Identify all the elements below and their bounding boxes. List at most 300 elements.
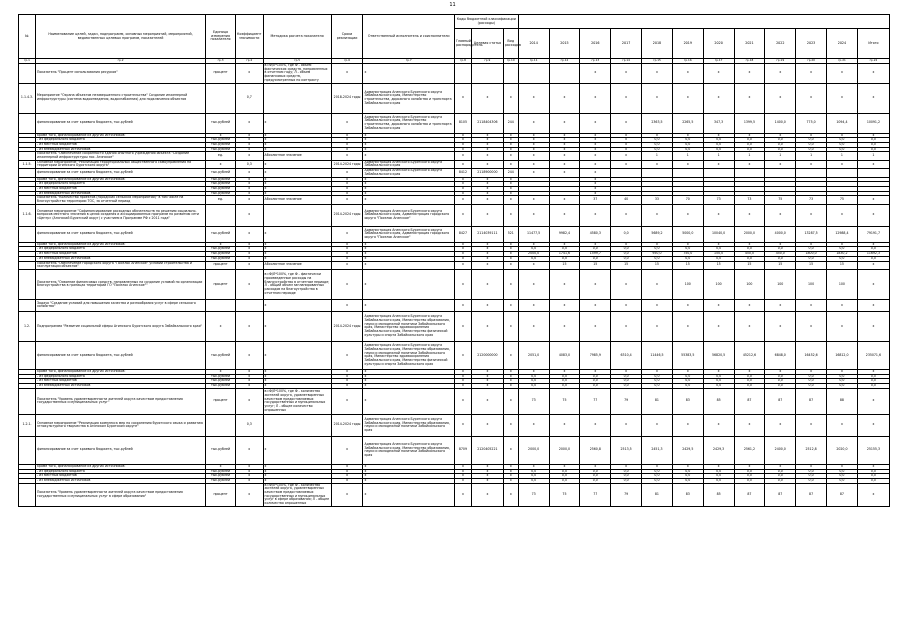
row-year-value: 0,0 bbox=[765, 147, 796, 152]
row-total: 0,0 bbox=[857, 478, 889, 483]
row-year-value: х bbox=[580, 113, 611, 133]
row-year-value: х bbox=[734, 160, 765, 168]
row-year-value: х bbox=[580, 464, 611, 469]
row-responsible: Администрация Агинского Бурятского округа Забайкальского края bbox=[363, 169, 454, 177]
row-year-value bbox=[765, 169, 796, 177]
row-unit: ед. bbox=[206, 152, 236, 160]
row-coefficient: 0,7 bbox=[235, 83, 263, 113]
row-total: 0,0 bbox=[857, 384, 889, 389]
row-method: х bbox=[263, 299, 331, 311]
row-year-value: 0,0 bbox=[734, 138, 765, 143]
row-name: Показатель "Освоение финансовых средств, направленных на создание условий по организации благоустройства в границах территории ГО "Поселок Агинское"" bbox=[36, 269, 206, 299]
row-responsible: Администрация Агинского Бурятского округа Забайкальского края, Администрация городского округа "Поселок Агинское" bbox=[363, 204, 454, 226]
row-year-value: 0,0 bbox=[734, 247, 765, 252]
row-year-value: х bbox=[580, 177, 611, 182]
row-unit: тыс.рублей bbox=[206, 256, 236, 261]
row-year-value: х bbox=[734, 369, 765, 374]
row-coefficient: х bbox=[235, 269, 263, 299]
column-number: гр.6 bbox=[331, 59, 363, 64]
row-total: 0,0 bbox=[857, 138, 889, 143]
row-year-value: х bbox=[734, 204, 765, 226]
row-unit: х bbox=[206, 133, 236, 138]
row-year-value: х bbox=[734, 83, 765, 113]
row-year-value: 0,0 bbox=[703, 379, 734, 384]
table-row bbox=[19, 261, 890, 269]
row-year-value: 0,0 bbox=[703, 142, 734, 147]
row-year-value: х bbox=[518, 169, 549, 177]
column-number: гр.19 bbox=[765, 59, 796, 64]
row-year-value: х bbox=[611, 133, 642, 138]
row-year-value: х bbox=[765, 133, 796, 138]
row-year-value bbox=[734, 169, 765, 177]
row-year-value: 0,0 bbox=[518, 384, 549, 389]
row-year-value: х bbox=[518, 261, 549, 269]
row-period: 2014-2024 годы bbox=[331, 414, 363, 436]
row-year-value: 70 bbox=[672, 196, 703, 204]
row-year-value: х bbox=[518, 152, 549, 160]
row-year-value: х bbox=[642, 242, 673, 247]
row-year-value: 0,0 bbox=[765, 374, 796, 379]
row-year-value: х bbox=[518, 311, 549, 341]
row-gr: х bbox=[454, 469, 471, 474]
row-name: - из внебюджетных источников bbox=[36, 256, 206, 261]
row-year-value: х bbox=[549, 269, 580, 299]
row-period: х bbox=[331, 374, 363, 379]
row-vr: х bbox=[503, 464, 518, 469]
row-year-value: х bbox=[642, 311, 673, 341]
row-gr: х bbox=[454, 133, 471, 138]
row-year-value: 83 bbox=[672, 388, 703, 414]
row-vr: х bbox=[503, 83, 518, 113]
row-year-value: х bbox=[642, 464, 673, 469]
row-method: х bbox=[263, 191, 331, 196]
row-year-value: х bbox=[611, 64, 642, 84]
row-year-value: 15 bbox=[672, 261, 703, 269]
row-year-value: х bbox=[796, 204, 827, 226]
row-year-value: 15 bbox=[734, 261, 765, 269]
row-method: в=Ф/Л*100%, где Ф - количество жителей округа, удовлетворенных качеством предоставляемых государственных и муниципальных услуг в сфере образования; Л - общее количество опрошенных bbox=[263, 483, 331, 506]
row-year-value: 15 bbox=[827, 261, 858, 269]
row-year-value: 0,0 bbox=[518, 478, 549, 483]
row-period: х bbox=[331, 242, 363, 247]
row-method: х bbox=[263, 384, 331, 389]
row-period: х bbox=[331, 186, 363, 191]
row-method: х bbox=[263, 138, 331, 143]
row-year-value: 77 bbox=[580, 483, 611, 506]
row-year-value: х bbox=[611, 464, 642, 469]
table-row bbox=[19, 160, 890, 168]
table-row bbox=[19, 113, 890, 133]
row-total: х bbox=[857, 160, 889, 168]
table-row bbox=[19, 388, 890, 414]
row-year-value: 0,0 bbox=[827, 478, 858, 483]
row-coefficient: х bbox=[235, 64, 263, 84]
row-total: х bbox=[857, 242, 889, 247]
row-vr: х bbox=[503, 469, 518, 474]
row-year-value: 1830,2 bbox=[827, 252, 858, 257]
row-year-value: 0,0 bbox=[796, 247, 827, 252]
row-year-value: х bbox=[549, 133, 580, 138]
row-year-value: 0,0 bbox=[765, 142, 796, 147]
row-unit: процент bbox=[206, 261, 236, 269]
row-name: Показатель "Количество проектов (городских сельских мероприятий)" в том числе на благоустройство территории ТОС, за отчетный период bbox=[36, 196, 206, 204]
row-year-value: х bbox=[734, 464, 765, 469]
row-year-value: 0,0 bbox=[734, 379, 765, 384]
row-number: 1.2. bbox=[19, 311, 36, 341]
column-number: гр.15 bbox=[642, 59, 673, 64]
row-coefficient: х bbox=[235, 133, 263, 138]
row-method: х bbox=[263, 379, 331, 384]
row-unit: ед. bbox=[206, 196, 236, 204]
row-total: 0,0 bbox=[857, 256, 889, 261]
row-coefficient: х bbox=[235, 469, 263, 474]
row-year-value: 1599,7 bbox=[580, 252, 611, 257]
row-year-value: 0,0 bbox=[580, 384, 611, 389]
row-year-value: 15 bbox=[549, 261, 580, 269]
table-body bbox=[19, 64, 890, 507]
row-cs: х bbox=[471, 133, 503, 138]
row-gr: х bbox=[454, 299, 471, 311]
row-gr: х bbox=[454, 152, 471, 160]
row-year-value: 81 bbox=[642, 483, 673, 506]
row-coefficient: х bbox=[235, 242, 263, 247]
row-cs: х bbox=[471, 269, 503, 299]
row-method: х bbox=[263, 478, 331, 483]
row-unit: тыс.рублей bbox=[206, 169, 236, 177]
row-year-value: 1 bbox=[703, 152, 734, 160]
row-name: - из внебюджетных источников bbox=[36, 384, 206, 389]
header-gr: Главный распорядитель bbox=[454, 29, 471, 59]
row-unit: х bbox=[206, 160, 236, 168]
row-year-value: х bbox=[611, 147, 642, 152]
row-coefficient: х bbox=[235, 152, 263, 160]
row-name: Основное мероприятие "Реализация территориальных общественного самоуправления на территории Агинского Бурятского округа" bbox=[36, 160, 206, 168]
row-unit: тыс.рублей bbox=[206, 113, 236, 133]
row-responsible: х bbox=[363, 379, 454, 384]
row-coefficient: х bbox=[235, 369, 263, 374]
row-vr: х bbox=[503, 142, 518, 147]
row-year-value: х bbox=[580, 169, 611, 177]
row-cs: х bbox=[471, 147, 503, 152]
row-gr: х bbox=[454, 474, 471, 479]
row-gr: 8412 bbox=[454, 169, 471, 177]
row-cs: х bbox=[471, 483, 503, 506]
row-year-value: 83 bbox=[672, 483, 703, 506]
row-total bbox=[857, 169, 889, 177]
column-number: гр.22 bbox=[857, 59, 889, 64]
row-total: 0,0 bbox=[857, 374, 889, 379]
row-vr: х bbox=[503, 374, 518, 379]
row-year-value: х bbox=[580, 269, 611, 299]
row-name: - из местных бюджетов bbox=[36, 142, 206, 147]
row-responsible: х bbox=[363, 261, 454, 269]
row-year-value: 0,0 bbox=[549, 247, 580, 252]
row-year-value: 15 bbox=[580, 261, 611, 269]
row-responsible: х bbox=[363, 142, 454, 147]
row-period: х bbox=[331, 252, 363, 257]
column-number: гр.20 bbox=[796, 59, 827, 64]
row-year-value: х bbox=[549, 160, 580, 168]
row-year-value: 37 bbox=[580, 196, 611, 204]
row-responsible: Администрация Агинского Бурятского округа Забайкальского края, Администрация городского округа "Поселок Агинское" bbox=[363, 226, 454, 242]
row-total: х bbox=[857, 299, 889, 311]
row-cs: х bbox=[471, 252, 503, 257]
row-year-value: х bbox=[518, 113, 549, 133]
row-year-value: 0,0 bbox=[611, 247, 642, 252]
row-unit bbox=[206, 83, 236, 113]
row-gr: х bbox=[454, 369, 471, 374]
row-period: х bbox=[331, 436, 363, 464]
row-method bbox=[263, 83, 331, 113]
row-year-value: 0,0 bbox=[672, 247, 703, 252]
row-name: финансирование за счет краевого бюджета, тыс.рублей bbox=[36, 436, 206, 464]
row-year-value: х bbox=[611, 113, 642, 133]
row-cs: х bbox=[471, 261, 503, 269]
row-number: 1.1.5. bbox=[19, 160, 36, 168]
table-row bbox=[19, 83, 890, 113]
header-coef: Коэффициент значимости bbox=[235, 15, 263, 59]
row-gr: х bbox=[454, 204, 471, 226]
row-year-value: 775,0 bbox=[796, 113, 827, 133]
row-year-value: 0,0 bbox=[734, 147, 765, 152]
row-year-value: х bbox=[827, 242, 858, 247]
row-year-value: 13287,5 bbox=[796, 226, 827, 242]
row-number bbox=[19, 483, 36, 506]
row-method: х bbox=[263, 133, 331, 138]
row-vr: х bbox=[503, 247, 518, 252]
row-number bbox=[19, 152, 36, 160]
row-vr: х bbox=[503, 242, 518, 247]
row-name: - из федерального бюджета bbox=[36, 247, 206, 252]
row-method bbox=[263, 204, 331, 226]
row-year-value: х bbox=[765, 299, 796, 311]
row-vr: х bbox=[503, 414, 518, 436]
row-unit: тыс.рублей bbox=[206, 247, 236, 252]
row-year-value bbox=[827, 169, 858, 177]
row-year-value: х bbox=[703, 414, 734, 436]
row-year-value: х bbox=[518, 242, 549, 247]
row-method: в=Ф/Л*100%, где Ф - фактически произведенные расходы на благоустройство в отчетном периоде; Л - общий объем запланированных расходов на благоустройство в отчетном периоде bbox=[263, 269, 331, 299]
row-total: х bbox=[857, 261, 889, 269]
row-year-value: х bbox=[672, 83, 703, 113]
row-year-value: 100 bbox=[765, 269, 796, 299]
row-year-value: х bbox=[703, 369, 734, 374]
row-vr: х bbox=[503, 177, 518, 182]
row-year-value: 0,0 bbox=[765, 384, 796, 389]
row-method: х bbox=[263, 182, 331, 187]
row-year-value: 2429,3 bbox=[703, 436, 734, 464]
row-vr: х bbox=[503, 341, 518, 369]
row-gr: х bbox=[454, 196, 471, 204]
row-year-value: 0,0 bbox=[549, 384, 580, 389]
row-coefficient: х bbox=[235, 311, 263, 341]
header-method: Методика расчета показателя bbox=[263, 15, 331, 59]
row-year-value: 0,0 bbox=[796, 147, 827, 152]
row-year-value: х bbox=[549, 113, 580, 133]
row-year-value: 15 bbox=[765, 261, 796, 269]
row-number bbox=[19, 299, 36, 311]
row-method: х bbox=[263, 113, 331, 133]
row-responsible: х bbox=[363, 242, 454, 247]
row-number bbox=[19, 169, 36, 177]
row-year-value: х bbox=[796, 311, 827, 341]
row-responsible: х bbox=[363, 191, 454, 196]
row-year-value: 0,0 bbox=[672, 142, 703, 147]
row-total: х bbox=[857, 196, 889, 204]
row-year-value: 0,0 bbox=[734, 384, 765, 389]
row-total: х bbox=[857, 369, 889, 374]
row-unit: тыс.рублей bbox=[206, 226, 236, 242]
row-gr: х bbox=[454, 242, 471, 247]
row-year-value: х bbox=[796, 464, 827, 469]
row-year-value: х bbox=[549, 152, 580, 160]
row-year-value: х bbox=[580, 414, 611, 436]
row-responsible: х bbox=[363, 138, 454, 143]
column-number: гр.9 bbox=[471, 59, 503, 64]
row-year-value: х bbox=[765, 369, 796, 374]
row-method: х bbox=[263, 169, 331, 177]
row-cs: х bbox=[471, 299, 503, 311]
row-gr: х bbox=[454, 142, 471, 147]
row-year-value: 0,0 bbox=[703, 478, 734, 483]
row-year-value: 0,0 bbox=[765, 474, 796, 479]
row-coefficient: х bbox=[235, 186, 263, 191]
row-year-value: х bbox=[672, 311, 703, 341]
row-year-value: х bbox=[642, 133, 673, 138]
row-year-value: 1 bbox=[765, 152, 796, 160]
row-vr: х bbox=[503, 147, 518, 152]
row-year-value: х bbox=[703, 160, 734, 168]
header-unit: Единица измерения показателя bbox=[206, 15, 236, 59]
row-year-value: 0,0 bbox=[611, 256, 642, 261]
row-year-value: х bbox=[580, 182, 611, 187]
row-year-value: 2400,0 bbox=[765, 436, 796, 464]
row-name: финансирование за счет краевого бюджета, тыс.рублей bbox=[36, 113, 206, 133]
row-year-value: 0,0 bbox=[611, 478, 642, 483]
row-year-value: 2363,5 bbox=[642, 113, 673, 133]
row-year-value: 5000,0 bbox=[672, 226, 703, 242]
row-responsible: х bbox=[363, 133, 454, 138]
row-gr: х bbox=[454, 177, 471, 182]
row-vr: х bbox=[503, 191, 518, 196]
row-year-value: х bbox=[827, 160, 858, 168]
row-year-value: х bbox=[549, 83, 580, 113]
row-year-value: 16452,6 bbox=[796, 341, 827, 369]
column-number: гр.16 bbox=[672, 59, 703, 64]
row-period: х bbox=[331, 147, 363, 152]
row-cs: х bbox=[471, 478, 503, 483]
row-year-value: х bbox=[796, 299, 827, 311]
row-year-value: х bbox=[703, 83, 734, 113]
row-year-value: х bbox=[580, 160, 611, 168]
row-period: х bbox=[331, 138, 363, 143]
row-year-value: 75 bbox=[549, 388, 580, 414]
row-year-value: х bbox=[518, 147, 549, 152]
header-no: № bbox=[19, 15, 36, 59]
row-name: - из федерального бюджета bbox=[36, 469, 206, 474]
header-total: Итого bbox=[857, 29, 889, 59]
row-year-value: 0,0 bbox=[580, 379, 611, 384]
row-unit: тыс.рублей bbox=[206, 177, 236, 182]
header-years-group bbox=[518, 15, 889, 29]
row-unit: тыс.рублей bbox=[206, 379, 236, 384]
row-year-value: х bbox=[827, 369, 858, 374]
row-coefficient: х bbox=[235, 113, 263, 133]
row-year-value: х bbox=[549, 196, 580, 204]
row-number: 1.1.4.3. bbox=[19, 83, 36, 113]
row-year-value: 100 bbox=[672, 269, 703, 299]
row-year-value: 0,0 bbox=[796, 474, 827, 479]
row-vr: х bbox=[503, 384, 518, 389]
row-name: - из федерального бюджета bbox=[36, 374, 206, 379]
row-responsible: Администрация Агинского Бурятского округа Забайкальского края, Министерство образования, науки и молодежной политики Забайкальского края, Министерство здравоохранения Забайкальского края, Министерство физической культуры и спорта Забайкальского края bbox=[363, 311, 454, 341]
row-year-value: 0,0 bbox=[549, 374, 580, 379]
header-year: 2023 bbox=[796, 29, 827, 59]
row-year-value: х bbox=[580, 299, 611, 311]
header-year: 2016 bbox=[580, 29, 611, 59]
row-cs bbox=[471, 64, 503, 84]
row-method: х bbox=[263, 142, 331, 147]
row-year-value: 0,0 bbox=[672, 384, 703, 389]
row-period: 2014-2024 годы bbox=[331, 160, 363, 168]
row-gr: х bbox=[454, 247, 471, 252]
row-year-value: 81 bbox=[642, 388, 673, 414]
row-year-value: 0,0 bbox=[580, 247, 611, 252]
header-name: Наименование целей, задач, подпрограмм, основных мероприятий, мероприятий, ведомственных целевых программ, показателей bbox=[36, 15, 206, 59]
row-year-value bbox=[549, 64, 580, 84]
row-year-value: 2000,0 bbox=[549, 436, 580, 464]
row-year-value: х bbox=[765, 242, 796, 247]
row-year-value: 0,0 bbox=[549, 256, 580, 261]
row-coefficient: х bbox=[235, 247, 263, 252]
row-year-value: 73 bbox=[703, 196, 734, 204]
row-unit: тыс.рублей bbox=[206, 252, 236, 257]
row-period: х bbox=[331, 64, 363, 84]
row-year-value: х bbox=[734, 299, 765, 311]
row-year-value: 4000,0 bbox=[765, 226, 796, 242]
row-vr: х bbox=[503, 388, 518, 414]
row-year-value: 10040,0 bbox=[703, 226, 734, 242]
row-unit: тыс.рублей bbox=[206, 142, 236, 147]
row-name: - из местных бюджетов bbox=[36, 186, 206, 191]
row-responsible: х bbox=[363, 269, 454, 299]
row-year-value: 0,0 bbox=[765, 138, 796, 143]
row-year-value: 0,0 bbox=[642, 384, 673, 389]
row-period: 2018-2024 годы bbox=[331, 83, 363, 113]
row-year-value: 0,0 bbox=[580, 374, 611, 379]
row-year-value: х bbox=[549, 138, 580, 143]
row-year-value: х bbox=[611, 311, 642, 341]
row-year-value: х bbox=[580, 138, 611, 143]
row-year-value: х bbox=[827, 299, 858, 311]
row-total: 0,0 bbox=[857, 147, 889, 152]
row-method: х bbox=[263, 436, 331, 464]
row-method: х bbox=[263, 474, 331, 479]
row-name: кроме того, финансирование из других источников: bbox=[36, 464, 206, 469]
row-method: х bbox=[263, 247, 331, 252]
header-year: 2019 bbox=[672, 29, 703, 59]
row-coefficient: х bbox=[235, 256, 263, 261]
row-gr: х bbox=[454, 160, 471, 168]
row-period: х bbox=[331, 261, 363, 269]
row-year-value: 0,0 bbox=[827, 247, 858, 252]
row-year-value: 0,0 bbox=[827, 379, 858, 384]
table-row bbox=[19, 204, 890, 226]
row-year-value: 87 bbox=[796, 388, 827, 414]
row-gr: х bbox=[454, 379, 471, 384]
header-vr: Вид расходов bbox=[503, 29, 518, 59]
row-name: Показатель "Процент использования ресурсов" bbox=[36, 64, 206, 84]
